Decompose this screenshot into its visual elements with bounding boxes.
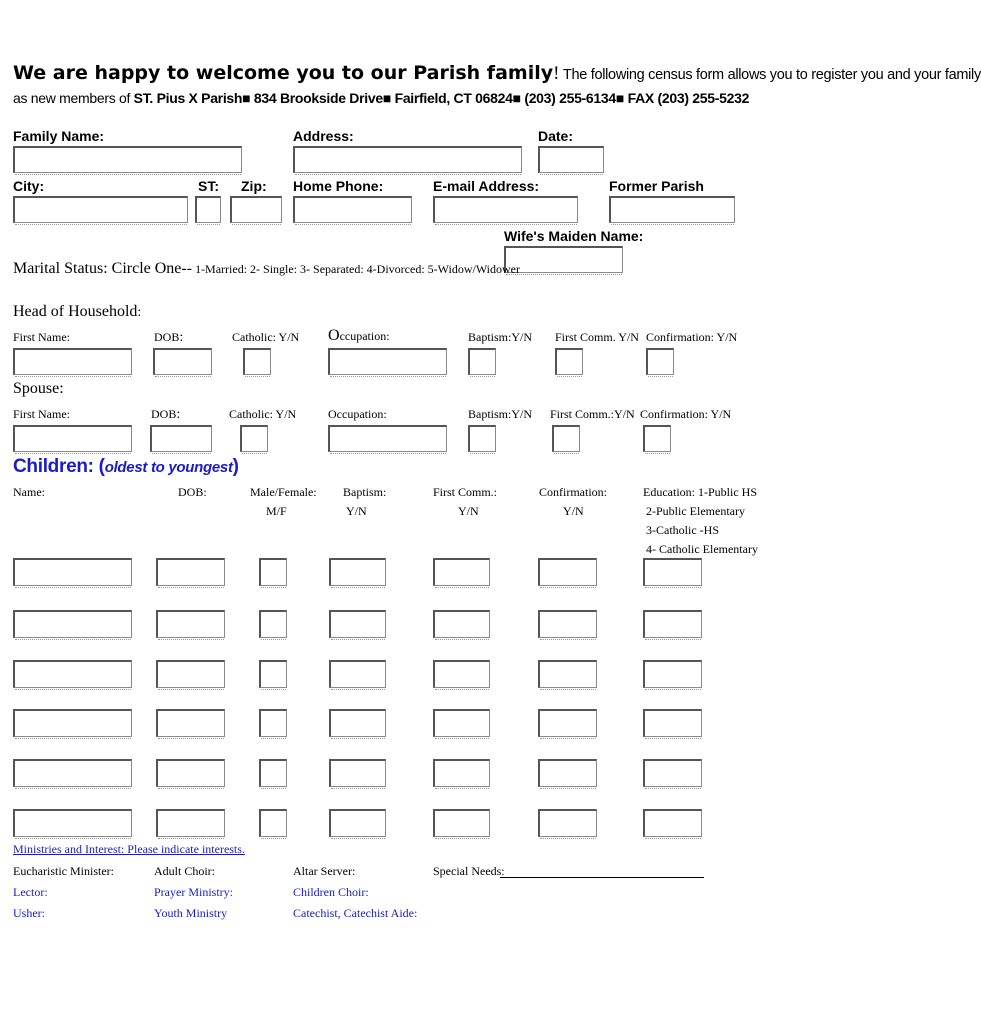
zip-field[interactable] [230,196,282,223]
child-confirmation-field[interactable] [538,610,597,638]
head-occupation-field[interactable] [328,348,447,375]
child-gender-field[interactable] [259,759,287,787]
child-baptism-field[interactable] [329,558,386,586]
spouse-dob-label [151,407,180,423]
head-dob-label [154,330,183,346]
children-title-b: oldest to youngest [104,459,233,476]
child-dob-field[interactable] [156,809,225,837]
child-dob-field[interactable] [156,558,225,586]
child-education-field[interactable] [643,558,702,586]
child-education-field[interactable] [643,809,702,837]
city-label: City: [13,178,45,194]
marital-status-label: Marital Status: Circle One-- [13,260,193,277]
date-label: Date: [538,128,574,144]
catechist-label[interactable]: Catechist, Catechist Aide: [293,906,418,920]
state-field[interactable] [195,196,221,223]
parish-info-prefix: as new members of [13,90,134,106]
city-field[interactable] [13,196,188,223]
spouse-dob-text: DOB [151,407,177,421]
head-first-name-label: First Name: [13,330,70,344]
head-of-household-text: Head of Household [13,303,138,320]
children-baptism-header-2: Y/N [346,504,367,518]
marital-status-options: 1-Married: 2- Single: 3- Separated: 4-Divorced: 5-Widow/Widower [192,262,520,276]
zip-label: Zip: [241,178,267,194]
eucharistic-minister-label[interactable]: Eucharistic Minister: [13,864,114,878]
children-choir-label[interactable]: Children Choir: [293,885,369,899]
head-occupation-rest: ccupation: [339,329,390,343]
children-title [13,456,239,478]
children-title-a: Children: ( [13,456,105,477]
head-first-name-field[interactable] [13,348,132,375]
child-first-comm-field[interactable] [433,610,490,638]
child-confirmation-field[interactable] [538,558,597,586]
child-name-field[interactable] [13,558,132,586]
head-dob-colon: : [179,330,184,345]
child-confirmation-field[interactable] [538,709,597,737]
head-catholic-label: Catholic: Y/N [232,330,300,344]
family-name-field[interactable] [13,146,242,173]
children-dob-header: DOB: [178,485,207,499]
child-baptism-field[interactable] [329,610,386,638]
head-dob-field[interactable] [153,348,212,375]
special-needs-label: Special Needs: [433,864,505,878]
head-first-comm-label: First Comm. Y/N [555,330,639,344]
child-baptism-field[interactable] [329,709,386,737]
child-name-field[interactable] [13,809,132,837]
home-phone-field[interactable] [293,196,412,223]
children-confirmation-header-2: Y/N [563,504,584,518]
spouse-confirmation-label: Confirmation: Y/N [640,407,732,421]
prayer-ministry-label[interactable]: Prayer Ministry: [154,885,233,899]
adult-choir-label[interactable]: Adult Choir: [154,864,216,878]
child-confirmation-field[interactable] [538,759,597,787]
head-occupation-label [328,327,390,345]
child-education-field[interactable] [643,660,702,688]
spouse-occupation-field[interactable] [328,425,447,452]
welcome-line [13,62,981,85]
spouse-catholic-label: Catholic: Y/N [229,407,297,421]
head-confirmation-field[interactable] [646,348,674,375]
children-mf-header-1: Male/Female: [250,485,317,499]
marital-status [13,260,520,278]
child-first-comm-field[interactable] [433,660,490,688]
head-occupation-cap: O [328,327,340,344]
email-field[interactable] [433,196,578,223]
head-of-household-title [13,303,141,321]
child-dob-field[interactable] [156,709,225,737]
head-dob-text: DOB [154,330,180,344]
child-confirmation-field[interactable] [538,660,597,688]
children-baptism-header-1: Baptism: [343,485,387,499]
children-mf-header-2: M/F [266,504,287,518]
children-education-header-3: 3-Catholic -HS [646,523,719,537]
child-education-field[interactable] [643,759,702,787]
usher-label[interactable]: Usher: [13,906,45,920]
children-education-header-1: Education: 1-Public HS [643,485,757,499]
child-gender-field[interactable] [259,660,287,688]
child-education-field[interactable] [643,709,702,737]
spouse-baptism-field[interactable] [468,425,496,452]
children-title-c: ) [232,456,239,477]
former-parish-field[interactable] [609,196,735,223]
child-dob-field[interactable] [156,759,225,787]
head-baptism-label: Baptism:Y/N [468,330,533,344]
head-of-household-colon: : [137,305,142,320]
child-first-comm-field[interactable] [433,759,490,787]
spouse-first-name-label: First Name: [13,407,70,421]
welcome-heading: We are happy to welcome you to our Parish family [13,62,554,84]
spouse-title: Spouse: [13,380,64,397]
home-phone-label: Home Phone: [293,178,384,194]
altar-server-label[interactable]: Altar Server: [293,864,356,878]
spouse-catholic-field[interactable] [240,425,268,452]
spouse-occupation-label: Occupation: [328,407,387,421]
head-catholic-field[interactable] [243,348,271,375]
spouse-first-comm-label: First Comm.:Y/N [550,407,635,421]
child-confirmation-field[interactable] [538,809,597,837]
child-name-field[interactable] [13,660,132,688]
child-gender-field[interactable] [259,709,287,737]
spouse-first-comm-field[interactable] [552,425,580,452]
child-gender-field[interactable] [259,809,287,837]
child-education-field[interactable] [643,610,702,638]
children-education-header-2: 2-Public Elementary [646,504,745,518]
children-confirmation-header-1: Confirmation: [539,485,607,499]
youth-ministry-label[interactable]: Youth Ministry [154,906,228,920]
child-baptism-field[interactable] [329,809,386,837]
email-label: E-mail Address: [433,178,540,194]
spouse-baptism-label: Baptism:Y/N [468,407,533,421]
child-first-comm-field[interactable] [433,709,490,737]
child-dob-field[interactable] [156,660,225,688]
child-name-field[interactable] [13,709,132,737]
address-label: Address: [293,128,354,144]
spouse-confirmation-field[interactable] [643,425,671,452]
date-field[interactable] [538,146,604,173]
wife-maiden-name-label: Wife's Maiden Name: [504,228,644,244]
spouse-dob-colon: : [176,407,181,422]
child-first-comm-field[interactable] [433,809,490,837]
head-first-comm-field[interactable] [555,348,583,375]
child-gender-field[interactable] [259,610,287,638]
parish-info: ST. Pius X Parish■ 834 Brookside Drive■ Fairfield, CT 06824■ (203) 255-6134■ FAX (203) 255-5232 [133,90,750,106]
child-dob-field[interactable] [156,610,225,638]
parish-info-line [13,90,749,108]
child-first-comm-field[interactable] [433,558,490,586]
special-needs-line[interactable] [500,877,704,878]
wife-maiden-name-field[interactable] [504,246,623,273]
state-label: ST: [198,178,219,194]
child-baptism-field[interactable] [329,660,386,688]
children-first-comm-header-1: First Comm.: [433,485,498,499]
children-name-header: Name: [13,485,45,499]
head-confirmation-label: Confirmation: Y/N [646,330,738,344]
children-education-header-4: 4- Catholic Elementary [646,542,758,556]
family-name-label: Family Name: [13,128,105,144]
lector-label[interactable]: Lector: [13,885,48,899]
spouse-first-name-field[interactable] [13,425,132,452]
welcome-exclamation: ! [553,63,560,84]
children-first-comm-header-2: Y/N [458,504,479,518]
ministries-title: Ministries and Interest: Please indicate interests. [13,842,245,856]
welcome-text: The following census form allows you to register you and your family [559,67,981,83]
former-parish-label: Former Parish [609,178,704,194]
child-name-field[interactable] [13,759,132,787]
address-field[interactable] [293,146,522,173]
head-baptism-field[interactable] [468,348,496,375]
child-baptism-field[interactable] [329,759,386,787]
spouse-dob-field[interactable] [150,425,212,452]
child-gender-field[interactable] [259,558,287,586]
child-name-field[interactable] [13,610,132,638]
